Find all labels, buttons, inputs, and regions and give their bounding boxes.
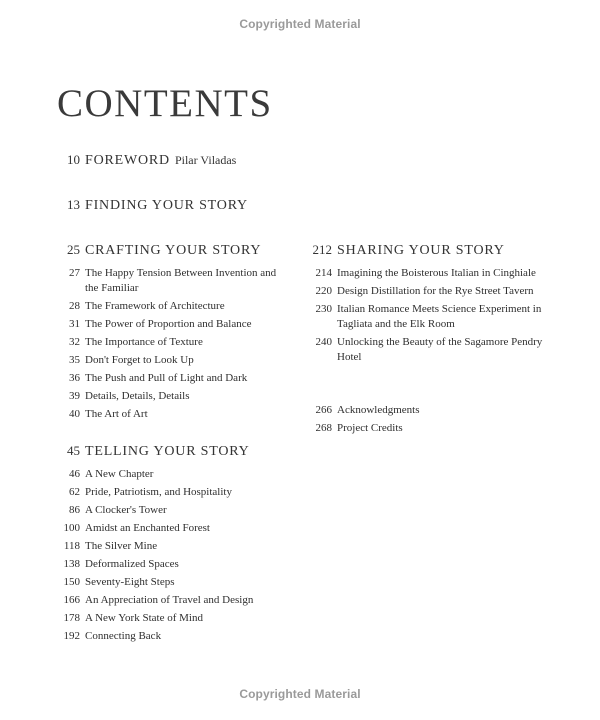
toc-entry [312,302,547,332]
entry-page-number: 178 [63,612,80,624]
entry-title: Imagining the Boisterous Italian in Cinghiale [337,267,536,279]
entry-title: The Silver Mine [85,540,158,552]
entry-page-number: 240 [315,336,332,348]
crafting-entries [61,266,285,422]
toc-entry [61,575,285,590]
toc-entry [61,611,285,626]
toc-entry [61,299,285,314]
page-title: CONTENTS [57,82,273,126]
entry-page-number: 100 [63,522,80,534]
entry-page-number: 192 [63,630,80,642]
entry-page-number: 86 [69,504,80,516]
toc-entry [61,371,285,386]
entry-page-number: 138 [63,558,80,570]
watermark-bottom: Copyrighted Material [239,687,361,701]
entry-page-number: 266 [315,404,332,416]
entry-title: A New York State of Mind [85,612,203,624]
toc-entry [61,521,285,536]
foreword-page-number: 10 [67,152,80,167]
toc-entry [61,467,285,482]
crafting-title: CRAFTING YOUR STORY [85,243,262,258]
entry-title: The Art of Art [85,408,148,420]
entry-title: Acknowledgments [337,404,420,416]
entry-page-number: 150 [63,576,80,588]
toc-entry [61,485,285,500]
toc-entry [61,317,285,332]
toc-telling [61,443,285,647]
toc-entry [312,421,547,436]
entry-title: Connecting Back [85,630,162,642]
sharing-page-number: 212 [312,242,332,257]
backmatter-entries [312,403,547,436]
entry-page-number: 268 [315,422,332,434]
entry-title: The Power of Proportion and Balance [85,318,252,330]
entry-title: The Framework of Architecture [85,300,225,312]
toc-entry [61,557,285,572]
toc-entry [312,403,547,418]
watermark-top: Copyrighted Material [239,17,361,31]
entry-page-number: 32 [69,336,80,348]
toc-finding [61,197,248,214]
entry-page-number: 35 [69,354,80,366]
toc-entry [61,539,285,554]
entry-title: Amidst an Enchanted Forest [85,522,210,534]
toc-entry [61,593,285,608]
sharing-title: SHARING YOUR STORY [337,243,505,258]
entry-title: Project Credits [337,422,403,434]
entry-title: Deformalized Spaces [85,558,179,570]
entry-title: An Appreciation of Travel and Design [85,594,254,606]
entry-title: Details, Details, Details [85,390,190,402]
entry-page-number: 214 [315,267,332,279]
finding-page-number: 13 [67,197,80,212]
entry-page-number: 46 [69,468,80,480]
entry-page-number: 118 [63,540,80,552]
entry-page-number: 31 [69,318,80,330]
toc-entry [312,266,547,281]
toc-entry [61,353,285,368]
toc-entry [312,335,547,365]
toc-entry [61,503,285,518]
toc-sharing [312,242,547,368]
entry-page-number: 39 [69,390,80,402]
entry-page-number: 62 [69,486,80,498]
toc-entry [312,284,547,299]
foreword-title: FOREWORD [85,153,170,168]
toc-entry [61,389,285,404]
toc-crafting [61,242,285,425]
toc-entry [61,335,285,350]
entry-page-number: 220 [315,285,332,297]
entry-title: The Push and Pull of Light and Dark [85,372,248,384]
entry-page-number: 166 [63,594,80,606]
entry-title: The Happy Tension Between Invention and the Familiar [85,267,277,294]
toc-foreword [61,152,236,169]
entry-page-number: 230 [315,303,332,315]
telling-title: TELLING YOUR STORY [85,444,250,459]
crafting-page-number: 25 [67,242,80,257]
finding-title: FINDING YOUR STORY [85,198,248,213]
entry-page-number: 28 [69,300,80,312]
entry-page-number: 27 [69,267,80,279]
entry-title: Italian Romance Meets Science Experiment in Tagliata and the Elk Room [337,303,542,330]
entry-title: A New Chapter [85,468,154,480]
entry-title: Don't Forget to Look Up [85,354,194,366]
toc-backmatter [312,403,547,439]
entry-title: A Clocker's Tower [85,504,167,516]
sharing-entries [312,266,547,365]
entry-title: The Importance of Texture [85,336,203,348]
entry-title: Unlocking the Beauty of the Sagamore Pendry Hotel [337,336,543,363]
telling-entries [61,467,285,644]
entry-title: Seventy-Eight Steps [85,576,175,588]
entry-page-number: 40 [69,408,80,420]
toc-entry [61,266,285,296]
entry-title: Design Distillation for the Rye Street Tavern [337,285,534,297]
foreword-author: Pilar Viladas [174,153,237,167]
telling-page-number: 45 [67,443,80,458]
entry-page-number: 36 [69,372,80,384]
toc-entry [61,629,285,644]
entry-title: Pride, Patriotism, and Hospitality [85,486,232,498]
toc-entry [61,407,285,422]
